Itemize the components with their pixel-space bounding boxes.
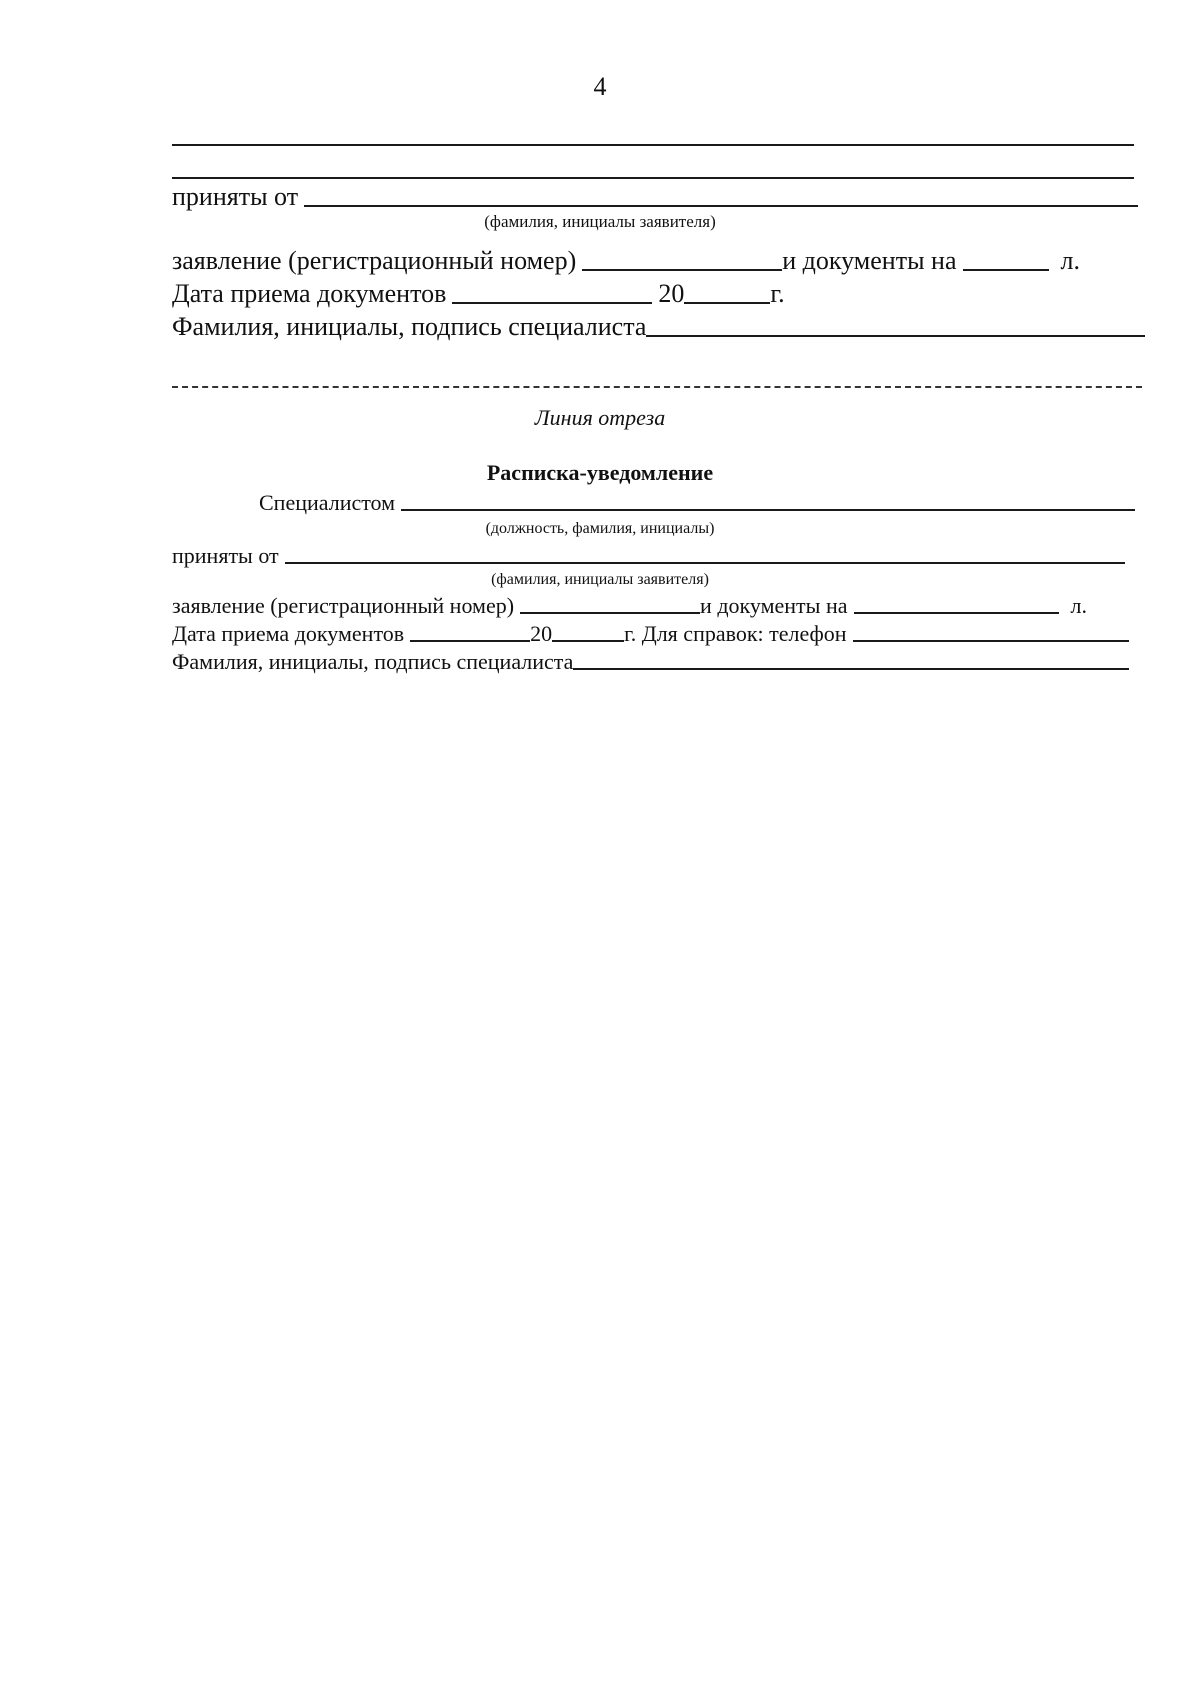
date-label: Дата приема документов — [172, 279, 447, 308]
receipt-sheets-count-field[interactable] — [854, 612, 1059, 614]
cut-line-label: Линия отреза — [534, 405, 666, 430]
receipt-date-field[interactable] — [410, 640, 530, 642]
specialist-label: Специалистом — [259, 490, 396, 515]
documents-label: и документы на — [782, 246, 957, 275]
blank-line-1 — [172, 144, 1134, 146]
signature-field[interactable] — [646, 335, 1145, 337]
cut-line — [172, 386, 1142, 388]
receipt-year-suffix: г. Для справок: телефон — [624, 621, 847, 646]
receipt-application-label: заявление (регистрационный номер) — [172, 593, 515, 618]
receipt-applicant-field[interactable] — [285, 562, 1125, 564]
receipt-date-row — [172, 621, 1129, 647]
receipt-year-prefix: 20 — [530, 621, 553, 646]
registration-number-field[interactable] — [582, 269, 782, 271]
year-suffix: г. — [770, 279, 785, 308]
receipt-title: Расписка-уведомление — [486, 460, 714, 485]
applicant-name-field[interactable] — [304, 205, 1138, 207]
receipt-signature-row — [172, 649, 1129, 675]
receipt-year-field[interactable] — [552, 640, 624, 642]
specialist-field[interactable] — [401, 509, 1135, 511]
year-field[interactable] — [684, 302, 770, 304]
receipt-signature-field[interactable] — [573, 668, 1129, 670]
signature-label: Фамилия, инициалы, подпись специалиста — [172, 312, 647, 341]
receipt-application-row — [172, 593, 1142, 619]
specialist-row — [259, 490, 1135, 516]
receipt-registration-number-field[interactable] — [520, 612, 700, 614]
sheets-count-field[interactable] — [963, 269, 1049, 271]
received-from-row — [172, 182, 1138, 212]
receipt-signature-label: Фамилия, инициалы, подпись специалиста — [172, 649, 574, 674]
receipt-received-from-row — [172, 543, 1125, 569]
page-number: 4 — [593, 72, 607, 101]
year-prefix: 20 — [658, 279, 685, 308]
receipt-date-label: Дата приема документов — [172, 621, 405, 646]
application-label: заявление (регистрационный номер) — [172, 246, 577, 275]
sheets-unit: л. — [1060, 246, 1080, 275]
receipt-received-from-label: приняты от — [172, 543, 279, 568]
date-field[interactable] — [452, 302, 652, 304]
specialist-hint: (должность, фамилия, инициалы) — [485, 520, 715, 537]
blank-line-2 — [172, 177, 1134, 179]
receipt-sheets-unit: л. — [1070, 593, 1087, 618]
signature-row — [172, 312, 1145, 342]
application-row — [172, 246, 1147, 276]
date-row — [172, 279, 872, 309]
receipt-applicant-hint: (фамилия, инициалы заявителя) — [491, 571, 709, 588]
receipt-phone-field[interactable] — [853, 640, 1129, 642]
applicant-hint: (фамилия, инициалы заявителя) — [484, 212, 716, 231]
received-from-label: приняты от — [172, 182, 299, 211]
receipt-documents-label: и документы на — [700, 593, 848, 618]
